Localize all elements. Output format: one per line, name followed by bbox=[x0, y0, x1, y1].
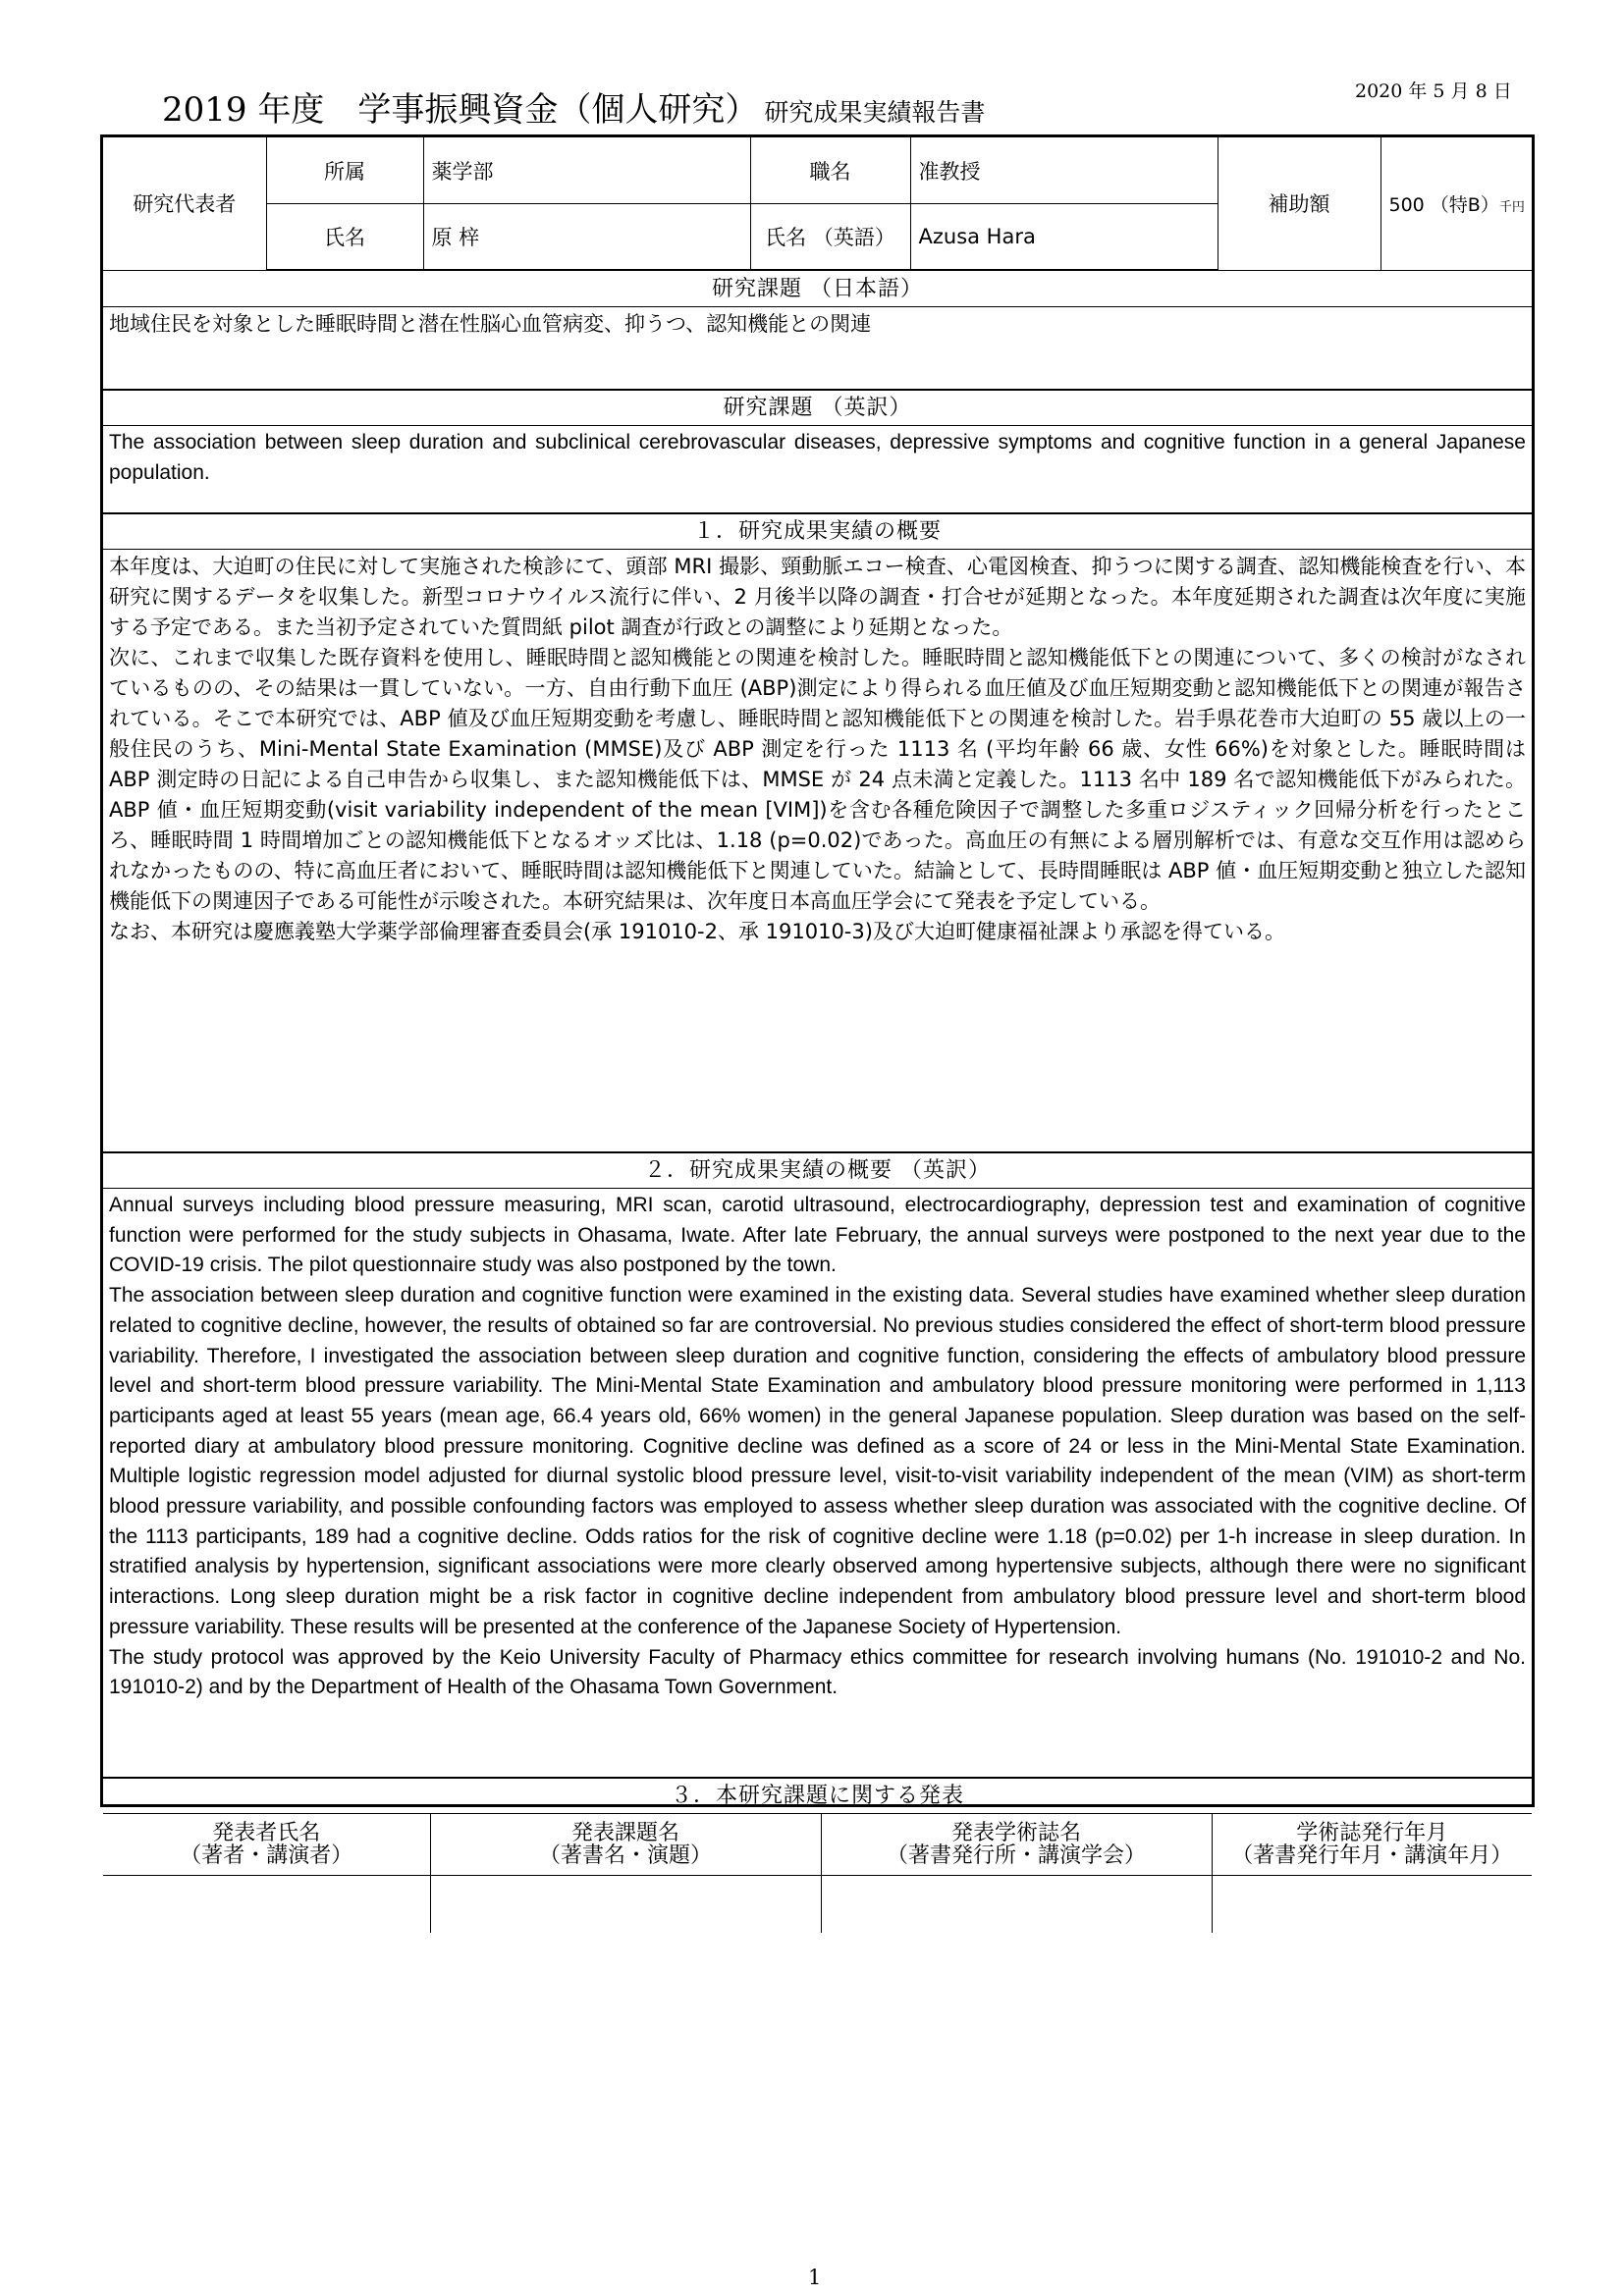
table-cell bbox=[1212, 1875, 1532, 1933]
publications-col-header bbox=[430, 1814, 821, 1875]
column-subtitle: （著書発行所・講演学会） bbox=[886, 1842, 1146, 1868]
name-value: 原 梓 bbox=[423, 204, 750, 271]
name-label: 氏名 bbox=[266, 204, 423, 271]
summary-en-paragraph: The study protocol was approved by the Keio University Faculty of Pharmacy ethics committee for research involving humans (No. 191010-2 and No. 191010-2) and by the Department of Health of the Ohasama Town Government. bbox=[109, 1645, 1526, 1699]
publications-col-header bbox=[821, 1814, 1212, 1875]
grant-amount bbox=[1380, 137, 1532, 270]
column-subtitle: （著書名・演題） bbox=[538, 1842, 712, 1868]
summary-jp-paragraph: 本年度は、大迫町の住民に対して実施された検診にて、頭部 MRI 撮影、頸動脈エコー検査、心電図検査、抑うつに関する調査、認知機能検査を行い、本研究に関するデータを収集した。新型コロナウイルス流行に伴い、2 月後半以降の調査・打合せが延期となった。本年度延期された調査は次年度に実施する予定である。また当初予定されていた質問紙 pilot 調査が行政との調整により延期となった。 bbox=[109, 555, 1526, 639]
column-title: 発表課題名 bbox=[570, 1820, 679, 1845]
summary-jp-paragraph: なお、本研究は慶應義塾大学薬学部倫理審査委員会(承 191010-2、承 191010-3)及び大迫町健康福祉課より承認を得ている。 bbox=[109, 920, 1285, 943]
grant-unit: 千円 bbox=[1498, 199, 1525, 215]
column-title: 学術誌発行年月 bbox=[1296, 1820, 1448, 1845]
summary-en-paragraph: Annual surveys including blood pressure measuring, MRI scan, carotid ultrasound, electrocardiography, depression test and examination of cognitive function were performed for the study subjects in Ohasama, Iwate. After late February, the annual surveys were postponed to the next year due to the COVID-19 crisis. The pilot questionnaire study was also postponed by the town. bbox=[109, 1194, 1526, 1277]
title-main: 2019 年度 学事振興資金（個人研究） bbox=[162, 90, 759, 130]
position-label: 職名 bbox=[750, 137, 910, 204]
table-cell bbox=[430, 1875, 821, 1933]
topic-en-text: The association between sleep duration and subclinical cerebrovascular diseases, depressive symptoms and cognitive function in a general Japanese population. bbox=[109, 431, 1526, 484]
column-subtitle: （著書発行年月・講演年月） bbox=[1231, 1842, 1513, 1868]
summary-jp-body bbox=[103, 550, 1532, 1148]
summary-en-paragraph: The association between sleep duration and cognitive function were examined in the existing data. Several studies have examined whether sleep duration related to cognitive decline, however, the results of obtained so far are controversial. No previous studies considered the effect of short-term blood pressure variability. Therefore, I investigated the association between sleep duration and cognitive function, considering the effects of ambulatory blood pressure level and short-term blood pressure variability. The Mini-Mental State Examination and ambulatory blood pressure monitoring were performed in 1,113 participants aged at least 55 years (mean age, 66.4 years old, 66% women) in the general Japanese population. Sleep duration was based on the self-reported diary at ambulatory blood pressure monitoring. Cognitive decline was defined as a score of 24 or less in the Mini-Mental State Examination. Multiple logistic regression model adjusted for diurnal systolic blood pressure level, visit-to-visit variability independent of the mean (VIM) as short-term blood pressure variability, and possible confounding factors was employed to assess whether sleep duration was associated with the cognitive decline. Of the 1113 participants, 189 had a cognitive decline. Odds ratios for the risk of cognitive decline were 1.18 (p=0.02) per 1-h increase in sleep duration. In stratified analysis by hypertension, significant associations were more clearly observed among hypertensive subjects, although there were no significant interactions. Long sleep duration might be a risk factor in cognitive decline independent from ambulatory blood pressure level and short-term blood pressure variability. These results will be presented at the conference of the Japanese Society of Hypertension. bbox=[109, 1284, 1526, 1638]
topic-en-heading: 研究課題 （英訳） bbox=[103, 391, 1532, 426]
table-cell bbox=[103, 1875, 430, 1933]
name-en-label: 氏名 （英語） bbox=[750, 204, 910, 271]
summary-en-heading: ２．研究成果実績の概要 （英訳） bbox=[103, 1153, 1532, 1189]
table-cell bbox=[821, 1875, 1212, 1933]
publications-table bbox=[103, 1814, 1532, 1933]
summary-jp-paragraph: 次に、これまで収集した既存資料を使用し、睡眠時間と認知機能との関連を検討した。睡眠時間と認知機能低下との関連について、多くの検討がなされているものの、その結果は一貫していない。一方、自由行動下血圧 (ABP)測定により得られる血圧値及び血圧短期変動と認知機能低下との関連が報告されている。そこで本研究では、ABP 値及び血圧短期変動を考慮し、睡眠時間と認知機能低下との関連を検討した。岩手県花巻市大迫町の 55 歳以上の一般住民のうち、Mini-Mental State Examination (MMSE)及び ABP 測定を行った 1113 名 (平均年齢 66 歳、女性 66%)を対象とした。睡眠時間は ABP 測定時の日記による自己申告から収集し、また認知機能低下は、MMSE が 24 点未満と定義した。1113 名中 189 名で認知機能低下がみられた。ABP 値・血圧短期変動(visit variability independent of the mean [VIM])を含む各種危険因子で調整した多重ロジスティック回帰分析を行ったところ、睡眠時間 1 時間増加ごとの認知機能低下となるオッズ比は、1.18 (p=0.02)であった。高血圧の有無による層別解析では、有意な交互作用は認められなかったものの、特に高血圧者において、睡眠時間は認知機能低下と関連していた。結論として、長時間睡眠は ABP 値・血圧短期変動と独立した認知機能低下の関連因子である可能性が示唆された。本研究結果は、次年度日本高血圧学会にて発表を予定している。 bbox=[109, 646, 1526, 913]
report-form bbox=[100, 134, 1535, 1868]
column-subtitle: （著者・講演者） bbox=[180, 1842, 353, 1868]
column-title: 発表者氏名 bbox=[212, 1820, 321, 1845]
summary-en-body bbox=[103, 1189, 1532, 1776]
publications-heading: ３．本研究課題に関する発表 bbox=[103, 1779, 1532, 1814]
document-title bbox=[162, 82, 985, 131]
title-sub: 研究成果実績報告書 bbox=[764, 98, 986, 127]
summary-jp-heading: １．研究成果実績の概要 bbox=[103, 514, 1532, 550]
page-number: 1 bbox=[808, 2266, 822, 2289]
topic-jp-heading: 研究課題 （日本語） bbox=[103, 272, 1532, 307]
publications-empty-row bbox=[103, 1875, 1532, 1933]
grant-value: 500 （特B） bbox=[1388, 193, 1499, 216]
position-value: 准教授 bbox=[910, 137, 1218, 204]
publications-col-header bbox=[1212, 1814, 1532, 1875]
report-date: 2020 年 5 月 8 日 bbox=[1355, 80, 1512, 102]
name-en-value: Azusa Hara bbox=[910, 204, 1218, 271]
publications-col-header bbox=[103, 1814, 430, 1875]
grant-label: 補助額 bbox=[1218, 137, 1380, 270]
affiliation-value: 薬学部 bbox=[423, 137, 750, 204]
topic-jp-text: 地域住民を対象とした睡眠時間と潜在性脳心血管病変、抑うつ、認知機能との関連 bbox=[109, 312, 872, 336]
researcher-info-table bbox=[103, 137, 1532, 271]
affiliation-label: 所属 bbox=[266, 137, 423, 204]
representative-label: 研究代表者 bbox=[103, 137, 266, 270]
column-title: 発表学術誌名 bbox=[950, 1820, 1081, 1845]
publications-header-row bbox=[103, 1814, 1532, 1875]
